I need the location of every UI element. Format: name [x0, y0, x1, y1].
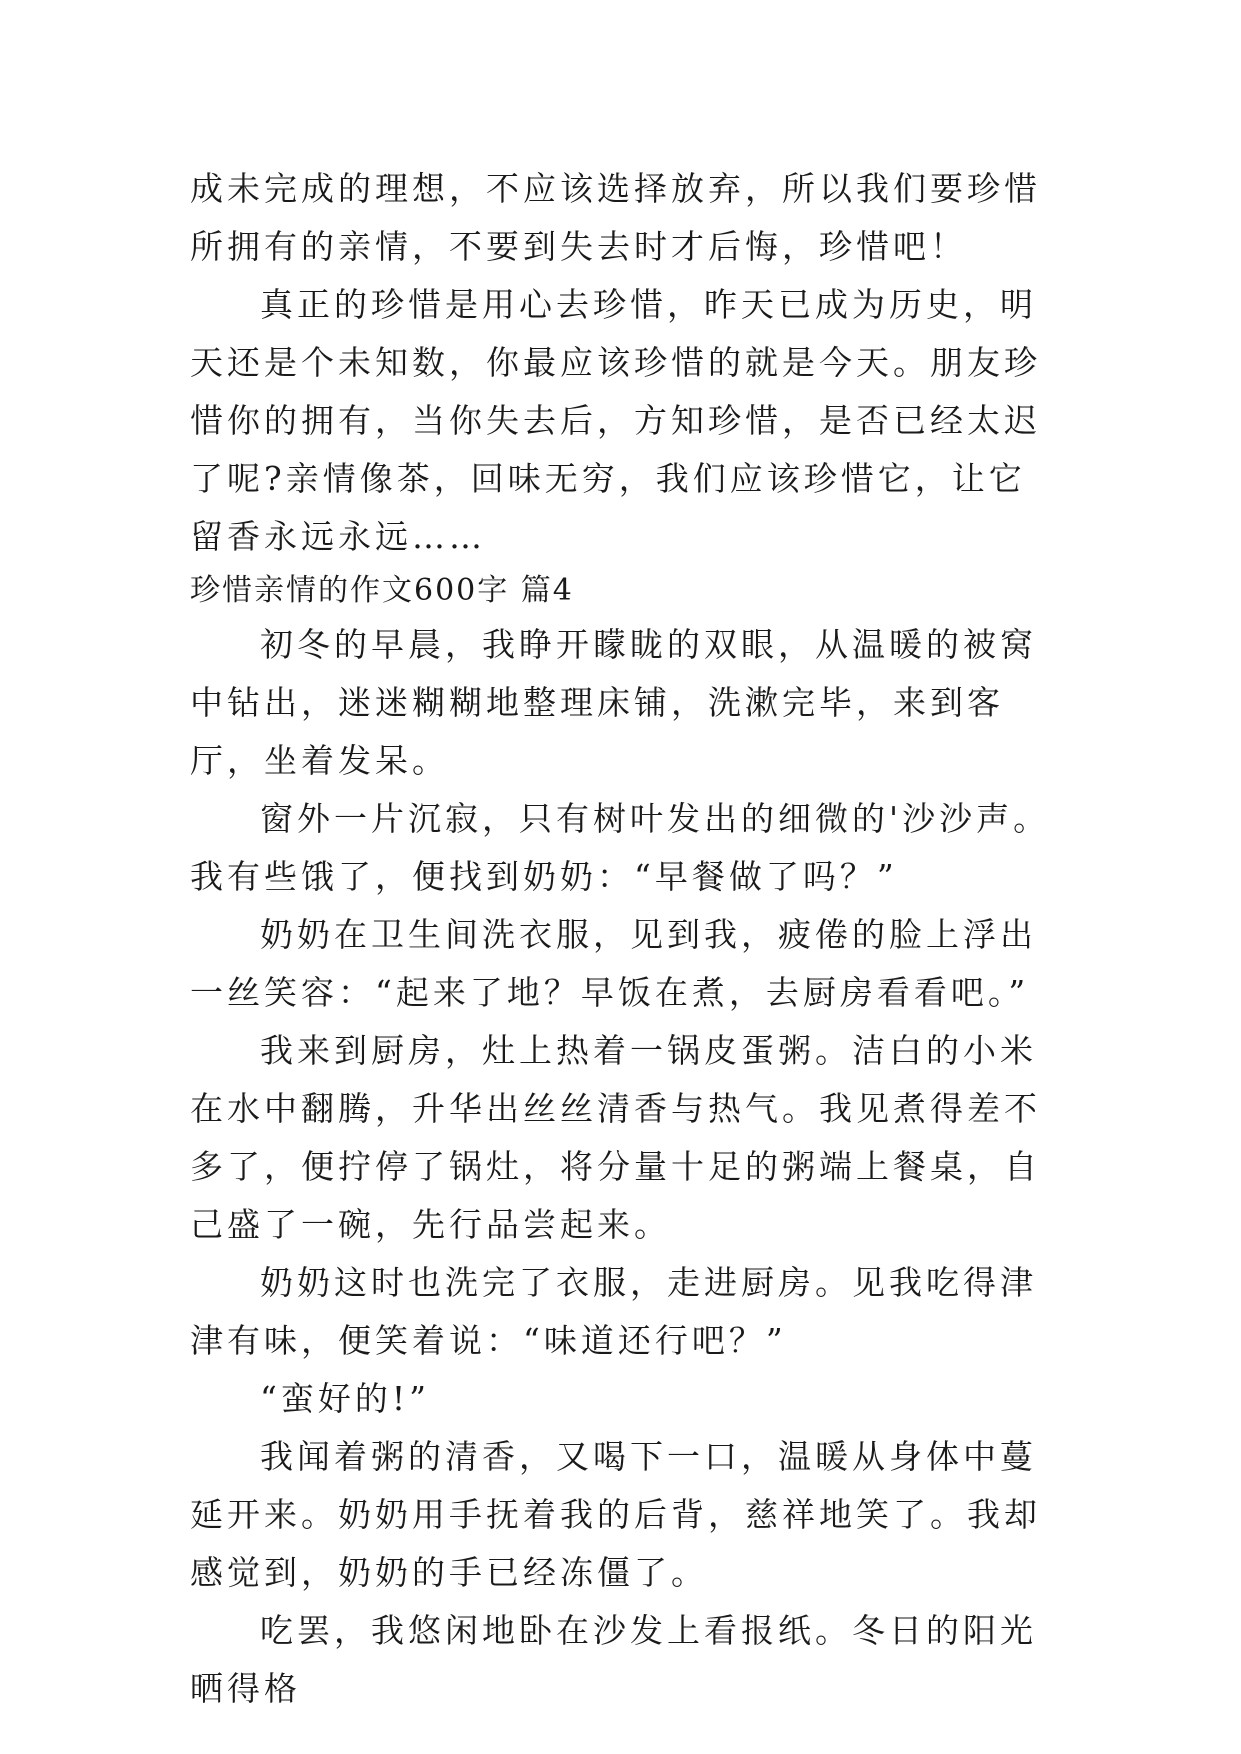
paragraph: 奶奶在卫生间洗衣服，见到我，疲倦的脸上浮出一丝笑容：“起来了地？早饭在煮，去厨房看看吧。” — [190, 915, 1037, 1012]
paragraph-dialogue: “蛮好的!” — [260, 1379, 431, 1418]
paragraph: 我来到厨房，灶上热着一锅皮蛋粥。洁白的小米在水中翻腾，升华出丝丝清香与热气。我见煮得差不多了，便拧停了锅灶，将分量十足的粥端上餐桌，自己盛了一碗，先行品尝起来。 — [190, 1031, 1041, 1244]
paragraph: 初冬的早晨，我睁开矇眬的双眼，从温暖的被窝中钻出，迷迷糊糊地整理床铺，洗漱完毕，来到客厅，坐着发呆。 — [190, 625, 1037, 780]
document-body — [190, 160, 1060, 1718]
paragraph: 真正的珍惜是用心去珍惜，昨天已成为历史，明天还是个未知数，你最应该珍惜的就是今天。朋友珍惜你的拥有，当你失去后，方知珍惜，是否已经太迟了呢?亲情像茶，回味无穷，我们应该珍惜它，让它留香永远永远…… — [190, 285, 1041, 556]
section-heading: 珍惜亲情的作文600字 篇4 — [190, 573, 574, 608]
paragraph: 我闻着粥的清香，又喝下一口，温暖从身体中蔓延开来。奶奶用手抚着我的后背，慈祥地笑了。我却感觉到，奶奶的手已经冻僵了。 — [190, 1437, 1041, 1592]
paragraph: 奶奶这时也洗完了衣服，走进厨房。见我吃得津津有味，便笑着说：“味道还行吧？” — [190, 1263, 1037, 1360]
paragraph: 吃罢，我悠闲地卧在沙发上看报纸。冬日的阳光晒得格 — [190, 1611, 1037, 1708]
paragraph: 窗外一片沉寂，只有树叶发出的细微的'沙沙声。我有些饿了，便找到奶奶：“早餐做了吗？” — [190, 799, 1051, 896]
paragraph-continuation: 成未完成的理想，不应该选择放弃，所以我们要珍惜所拥有的亲情，不要到失去时才后悔，珍惜吧！ — [190, 169, 1041, 266]
